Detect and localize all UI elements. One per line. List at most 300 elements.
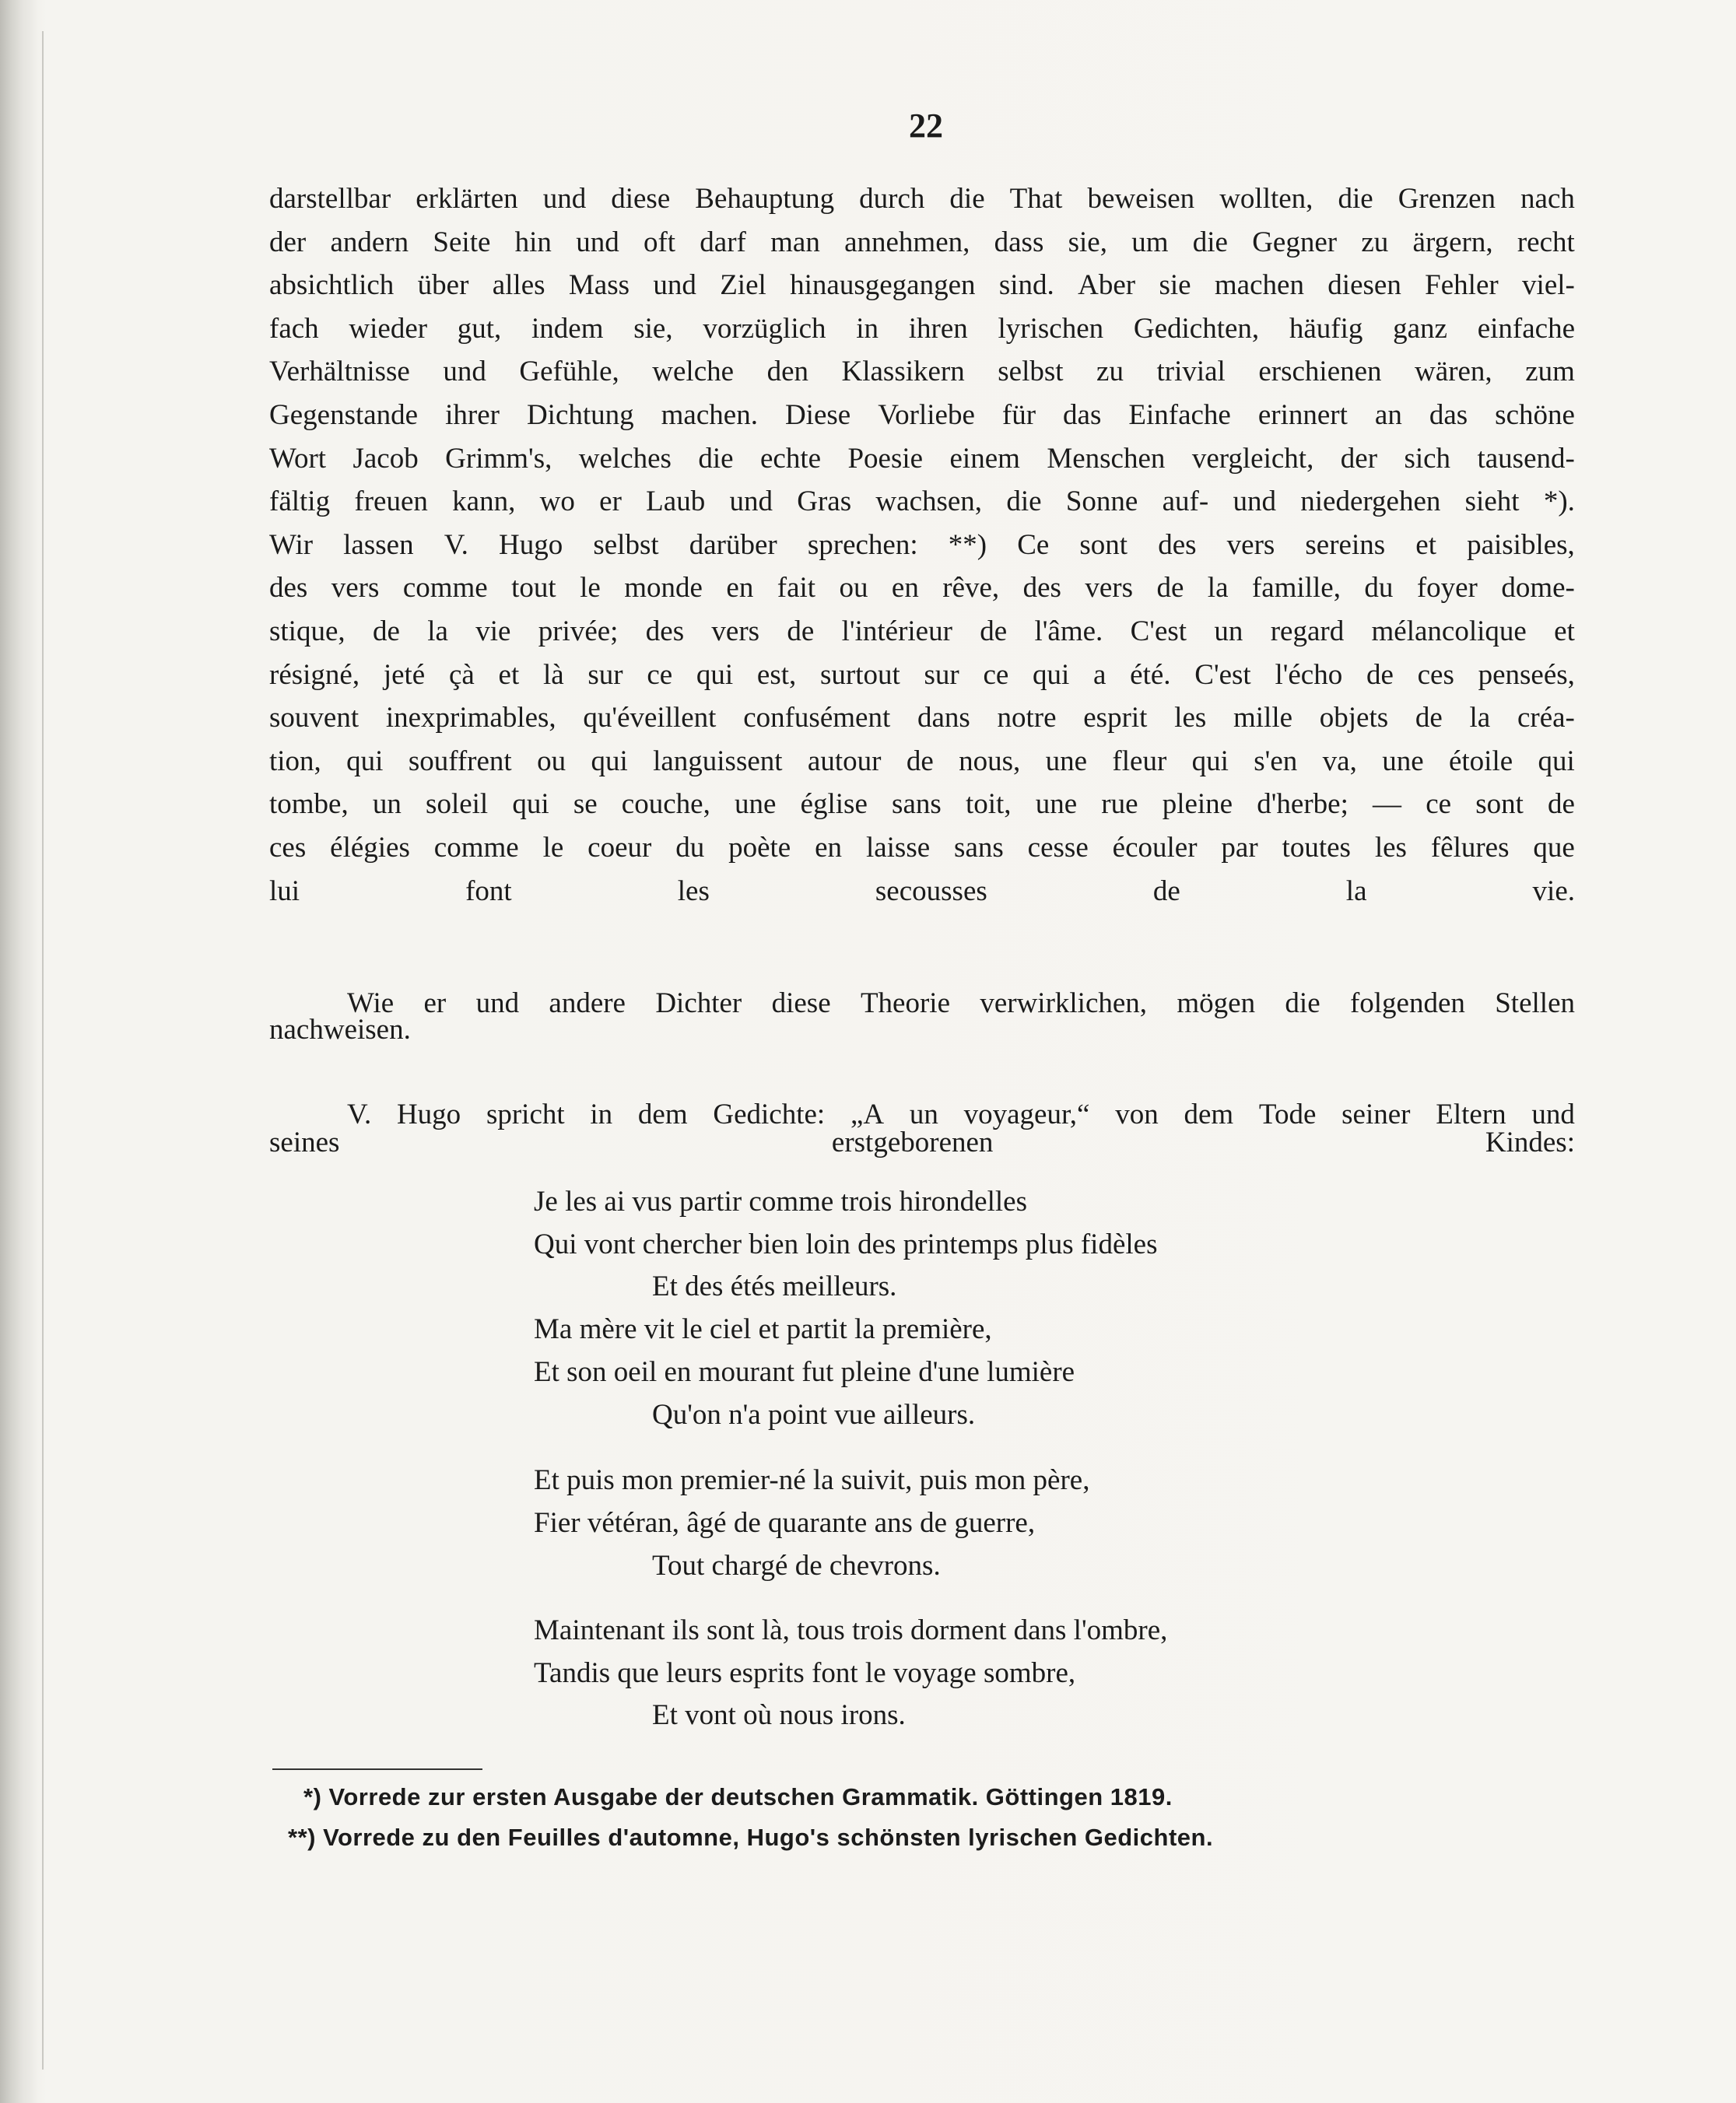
- word: Grenzen: [1398, 183, 1496, 215]
- word: la: [1469, 702, 1491, 734]
- word: qui: [1191, 745, 1229, 777]
- word: qui: [1033, 658, 1070, 691]
- paragraph-1-line: [269, 696, 1575, 740]
- word: vergleicht,: [1191, 442, 1314, 475]
- word: église: [800, 788, 868, 821]
- word: jeté: [383, 658, 426, 691]
- word: Ziel: [720, 269, 766, 302]
- word: und: [729, 485, 773, 518]
- word: Diese: [784, 398, 851, 431]
- word: Gras: [797, 485, 852, 518]
- word: notre: [997, 702, 1057, 734]
- word: sich: [1404, 442, 1451, 475]
- word: darüber: [689, 528, 777, 561]
- word: und: [443, 356, 486, 388]
- word: das: [1063, 398, 1102, 431]
- paragraph-2-last-line: nachweisen.: [269, 1013, 411, 1046]
- word: hinausgegangen: [790, 269, 976, 302]
- word: de: [980, 615, 1008, 647]
- word: wo: [539, 485, 575, 518]
- word: absichtlich: [269, 269, 395, 302]
- word: stique,: [269, 615, 345, 647]
- word: la: [427, 615, 448, 647]
- word: la: [1207, 572, 1229, 605]
- word: une: [734, 788, 777, 821]
- word: Vorliebe: [878, 398, 975, 431]
- poem-verse: Qu'on n'a point vue ailleurs.: [652, 1399, 976, 1431]
- word: trivial: [1156, 356, 1226, 388]
- word: qui: [346, 745, 384, 777]
- word: ou: [839, 572, 868, 605]
- word: étoile: [1448, 745, 1513, 777]
- word: pleine: [1162, 788, 1233, 821]
- word: une: [1045, 745, 1088, 777]
- paragraph-3-last-line: seines erstgeborenen Kindes:: [269, 1126, 1575, 1158]
- word: fleur: [1112, 745, 1167, 777]
- poem-verse: Et vont où nous irons.: [652, 1699, 906, 1731]
- word: die: [949, 183, 985, 215]
- word: echte: [760, 442, 822, 475]
- word: Wir: [269, 528, 314, 561]
- word: qui: [1538, 745, 1575, 777]
- word: lassen: [343, 528, 414, 561]
- paragraph-1-line: [269, 264, 1575, 307]
- word: der: [1340, 442, 1378, 475]
- word: regard: [1270, 615, 1345, 647]
- word: vers: [1226, 528, 1275, 561]
- word: l'écho: [1275, 658, 1343, 691]
- word: le: [580, 572, 601, 605]
- word: dome-: [1501, 572, 1575, 605]
- word: que: [1533, 831, 1575, 864]
- word: se: [573, 788, 598, 821]
- word: einem: [949, 442, 1020, 475]
- word: sont: [1079, 528, 1128, 561]
- word: lyrischen: [998, 312, 1104, 345]
- word: Gegenstande: [269, 398, 419, 431]
- word: est,: [756, 658, 797, 691]
- paragraph-1-line: [269, 307, 1575, 351]
- word: vie: [475, 615, 511, 647]
- word: çà: [448, 658, 475, 691]
- word: durch: [859, 183, 925, 215]
- word: été.: [1130, 658, 1171, 691]
- word: um: [1131, 226, 1169, 258]
- word: va,: [1322, 745, 1357, 777]
- word: de: [372, 615, 400, 647]
- word: un: [1214, 615, 1243, 647]
- word: monde: [624, 572, 703, 605]
- word: Verhältnisse: [269, 356, 410, 388]
- word: die: [1285, 987, 1320, 1019]
- word: alles: [492, 269, 545, 302]
- word: und: [475, 987, 520, 1019]
- paragraph-1-line: [269, 783, 1575, 826]
- word: qui: [512, 788, 549, 821]
- word: annehmen,: [844, 226, 970, 258]
- word: toutes: [1282, 831, 1351, 864]
- word: und: [653, 269, 696, 302]
- word: häufig: [1289, 312, 1363, 345]
- word: **): [948, 528, 987, 561]
- word: l'âme.: [1034, 615, 1103, 647]
- word: dass: [994, 226, 1044, 258]
- word: Tode: [1258, 1099, 1317, 1130]
- word: poète: [728, 831, 791, 864]
- paragraph-1-line: [269, 654, 1575, 697]
- word: nach: [1520, 183, 1575, 215]
- word: sie,: [633, 312, 673, 345]
- word: dem: [1184, 1099, 1234, 1130]
- word: qui: [591, 745, 628, 777]
- word: und: [1233, 485, 1276, 518]
- word: machen: [1214, 269, 1304, 302]
- word: de: [1366, 658, 1394, 691]
- poem-verse: Fier vétéran, âgé de quarante ans de guerre,: [534, 1507, 1036, 1539]
- word: That: [1009, 183, 1063, 215]
- word: Stellen: [1495, 987, 1575, 1019]
- word: oft: [643, 226, 676, 258]
- word: die: [698, 442, 734, 475]
- word: une: [1035, 788, 1078, 821]
- word: Gedichte:: [713, 1099, 826, 1130]
- word: verwirklichen,: [980, 987, 1148, 1019]
- word: ihrer: [445, 398, 500, 431]
- word: *).: [1543, 485, 1575, 518]
- word: Sonne: [1065, 485, 1138, 518]
- word: sur: [587, 658, 623, 691]
- word: mögen: [1177, 987, 1256, 1019]
- paragraph-1-line: [269, 394, 1575, 437]
- word: élégies: [330, 831, 410, 864]
- word: diese: [771, 987, 831, 1019]
- word: und: [1531, 1099, 1575, 1130]
- word: vorzüglich: [703, 312, 826, 345]
- word: Hugo: [396, 1099, 461, 1130]
- word: ihren: [908, 312, 968, 345]
- paragraph-1: [269, 177, 1575, 913]
- word: esprit: [1083, 702, 1148, 734]
- word: darstellbar: [269, 183, 391, 215]
- word: das: [1429, 398, 1468, 431]
- paragraph-1-line: [269, 350, 1575, 394]
- word: rue: [1101, 788, 1138, 821]
- word: sie: [1159, 269, 1191, 302]
- word: et: [1415, 528, 1436, 561]
- word: objets: [1319, 702, 1389, 734]
- word: spricht: [486, 1099, 565, 1130]
- paragraph-1-line: [269, 480, 1575, 524]
- word: a: [1093, 658, 1106, 691]
- word: de: [787, 615, 815, 647]
- word: über: [417, 269, 469, 302]
- word: des: [645, 615, 685, 647]
- word: inexprimables,: [385, 702, 556, 734]
- word: Gegner: [1252, 226, 1338, 258]
- word: Wie: [347, 987, 395, 1019]
- word: kann,: [452, 485, 516, 518]
- word: penseés,: [1478, 658, 1575, 691]
- word: laisse: [865, 831, 931, 864]
- paragraph-3: [269, 1093, 1575, 1164]
- word: languissent: [653, 745, 783, 777]
- word: de: [1415, 702, 1443, 734]
- word: erschienen: [1258, 356, 1382, 388]
- word: Fehler: [1425, 269, 1499, 302]
- footnote-2: **) Vorrede zu den Feuilles d'automne, Hugo's schönsten lyrischen Gedichten.: [288, 1824, 1214, 1851]
- word: sind.: [998, 269, 1054, 302]
- word: wachsen,: [875, 485, 983, 518]
- word: ce: [1426, 788, 1452, 821]
- poem-verse: Je les ai vus partir comme trois hirondelles: [534, 1186, 1027, 1218]
- word: autour: [807, 745, 882, 777]
- word: und: [576, 226, 619, 258]
- paragraph-1-line: [269, 221, 1575, 265]
- word: un: [909, 1099, 938, 1130]
- word: gut,: [457, 312, 502, 345]
- word: zum: [1525, 356, 1575, 388]
- word: sans: [892, 788, 942, 821]
- word: ces: [269, 831, 307, 864]
- footnote-1: *) Vorrede zur ersten Ausgabe der deutschen Grammatik. Göttingen 1819.: [303, 1783, 1173, 1810]
- word: confusément: [743, 702, 891, 734]
- word: nous,: [959, 745, 1021, 777]
- word: de: [906, 745, 934, 777]
- word: Aber: [1078, 269, 1136, 302]
- paragraph-1-line: [269, 610, 1575, 654]
- word: Dichter: [655, 987, 742, 1019]
- word: Eltern: [1436, 1099, 1506, 1130]
- page-number: 22: [909, 107, 943, 145]
- word: le: [542, 831, 564, 864]
- word: et: [1554, 615, 1575, 647]
- word: ganz: [1393, 312, 1447, 345]
- word: V.: [444, 528, 468, 561]
- word: ce: [983, 658, 1009, 691]
- word: famille,: [1251, 572, 1341, 605]
- word: Seite: [433, 226, 491, 258]
- word: Behauptung: [695, 183, 835, 215]
- word: erinnert: [1257, 398, 1348, 431]
- word: coeur: [587, 831, 652, 864]
- word: V.: [347, 1099, 372, 1130]
- word: für: [1001, 398, 1036, 431]
- word: soleil: [426, 788, 489, 821]
- word: sur: [924, 658, 959, 691]
- word: ces: [1417, 658, 1454, 691]
- word: auf-: [1162, 485, 1209, 518]
- word: andere: [549, 987, 626, 1019]
- word: und: [542, 183, 587, 215]
- word: Dichtung: [526, 398, 634, 431]
- word: freuen: [354, 485, 428, 518]
- word: diesen: [1327, 269, 1401, 302]
- word: comme: [402, 572, 488, 605]
- word: créa-: [1517, 702, 1575, 734]
- word: l'intérieur: [841, 615, 952, 647]
- word: vers: [331, 572, 380, 605]
- paragraph-1-line: [269, 177, 1575, 221]
- word: Mass: [568, 269, 630, 302]
- word: welche: [652, 356, 735, 388]
- word: Gedichten,: [1133, 312, 1260, 345]
- word: ärgern,: [1412, 226, 1493, 258]
- word: Grimm's,: [445, 442, 552, 475]
- word: —: [1373, 788, 1402, 821]
- word: tausend-: [1477, 442, 1575, 475]
- word: die: [1338, 183, 1373, 215]
- word: Laub: [646, 485, 706, 518]
- word: qui: [696, 658, 734, 691]
- word: mille: [1233, 702, 1293, 734]
- poem-verse: Tout chargé de chevrons.: [652, 1550, 941, 1582]
- word: sieht: [1464, 485, 1520, 518]
- word: folgenden: [1349, 987, 1465, 1019]
- word: die: [1006, 485, 1042, 518]
- word: wieder: [349, 312, 428, 345]
- word: en: [815, 831, 843, 864]
- word: là: [542, 658, 564, 691]
- word: zu: [1096, 356, 1124, 388]
- word: résigné,: [269, 658, 360, 691]
- poem-verse: Maintenant ils sont là, tous trois dorment dans l'ombre,: [534, 1614, 1168, 1646]
- word: beweisen: [1087, 183, 1195, 215]
- word: et: [498, 658, 520, 691]
- word: „A: [850, 1099, 885, 1130]
- word: en: [726, 572, 754, 605]
- word: Klassikern: [841, 356, 965, 388]
- word: du: [675, 831, 705, 864]
- word: Poesie: [847, 442, 924, 475]
- word: une: [1382, 745, 1424, 777]
- word: niedergehen: [1300, 485, 1441, 518]
- word: fêlures: [1430, 831, 1510, 864]
- poem-verse: Ma mère vit le ciel et partit la première,: [534, 1313, 992, 1345]
- word: souvent: [269, 702, 359, 734]
- word: erklärten: [416, 183, 518, 215]
- word: sans: [954, 831, 1004, 864]
- word: diese: [611, 183, 671, 215]
- word: tout: [511, 572, 556, 605]
- word: les: [1374, 831, 1407, 864]
- word: qu'éveillent: [583, 702, 717, 734]
- word: andern: [330, 226, 409, 258]
- word: voyageur,“: [963, 1099, 1090, 1130]
- word: man: [770, 226, 820, 258]
- word: er: [599, 485, 622, 518]
- word: zu: [1361, 226, 1389, 258]
- word: cesse: [1027, 831, 1089, 864]
- word: par: [1221, 831, 1258, 864]
- paragraph-1-line: [269, 566, 1575, 610]
- word: Gefühle,: [519, 356, 619, 388]
- word: couche,: [621, 788, 710, 821]
- word: tion,: [269, 745, 321, 777]
- paragraph-2: [269, 982, 1575, 1051]
- word: Wort: [269, 442, 327, 475]
- page-binding-shadow: [0, 0, 37, 2103]
- word: C'est: [1194, 658, 1251, 691]
- word: sie,: [1068, 226, 1107, 258]
- paragraph-1-line: [269, 740, 1575, 783]
- footnote-separator: [272, 1768, 482, 1770]
- paragraph-1-line: [269, 524, 1575, 567]
- word: C'est: [1130, 615, 1187, 647]
- word: souffrent: [408, 745, 512, 777]
- word: schöne: [1495, 398, 1575, 431]
- poem-verse: Et des étés meilleurs.: [652, 1271, 897, 1302]
- poem-verse: Qui vont chercher bien loin des printemps plus fidèles: [534, 1229, 1158, 1260]
- word: Hugo: [499, 528, 563, 561]
- word: fältig: [269, 485, 331, 518]
- word: dans: [917, 702, 970, 734]
- page-edge-line: [42, 31, 44, 2070]
- word: écouler: [1112, 831, 1198, 864]
- word: paisibles,: [1467, 528, 1575, 561]
- poem-verse: Et son oeil en mourant fut pleine d'une lumière: [534, 1356, 1075, 1388]
- paragraph-1-line: [269, 437, 1575, 481]
- word: un: [372, 788, 402, 821]
- word: Ce: [1017, 528, 1050, 561]
- word: des: [1022, 572, 1061, 605]
- word: fach: [269, 312, 319, 345]
- word: darf: [700, 226, 746, 258]
- word: de: [1548, 788, 1575, 821]
- word: einfache: [1477, 312, 1575, 345]
- word: viel-: [1522, 269, 1575, 302]
- poem-verse: Tandis que leurs esprits font le voyage sombre,: [534, 1657, 1076, 1689]
- word: von: [1115, 1099, 1159, 1130]
- word: ce: [647, 658, 673, 691]
- word: selbst: [593, 528, 659, 561]
- word: Theorie: [860, 987, 950, 1019]
- word: mélancolique: [1371, 615, 1527, 647]
- word: des: [269, 572, 308, 605]
- word: Menschen: [1047, 442, 1166, 475]
- word: Einfache: [1128, 398, 1231, 431]
- word: vers: [711, 615, 760, 647]
- word: wollten,: [1219, 183, 1313, 215]
- paragraph-1-line: [269, 826, 1575, 870]
- word: den: [766, 356, 808, 388]
- word: wären,: [1415, 356, 1492, 388]
- word: foyer: [1416, 572, 1478, 605]
- word: toit,: [965, 788, 1012, 821]
- word: ou: [537, 745, 566, 777]
- word: der: [269, 226, 307, 258]
- word: sprechen:: [807, 528, 918, 561]
- word: privée;: [538, 615, 619, 647]
- word: in: [856, 312, 879, 345]
- word: d'herbe;: [1257, 788, 1348, 821]
- word: des: [1158, 528, 1197, 561]
- word: fait: [777, 572, 816, 605]
- word: du: [1364, 572, 1394, 605]
- word: tombe,: [269, 788, 349, 821]
- word: die: [1192, 226, 1228, 258]
- word: sont: [1475, 788, 1524, 821]
- word: welches: [578, 442, 672, 475]
- word: hin: [514, 226, 552, 258]
- word: comme: [433, 831, 519, 864]
- paragraph-1-last-line: lui font les secousses de la vie.: [269, 874, 1575, 907]
- word: recht: [1517, 226, 1575, 258]
- word: Jacob: [352, 442, 419, 475]
- word: les: [1174, 702, 1207, 734]
- word: en: [891, 572, 919, 605]
- word: rêve,: [942, 572, 1000, 605]
- word: er: [423, 987, 447, 1019]
